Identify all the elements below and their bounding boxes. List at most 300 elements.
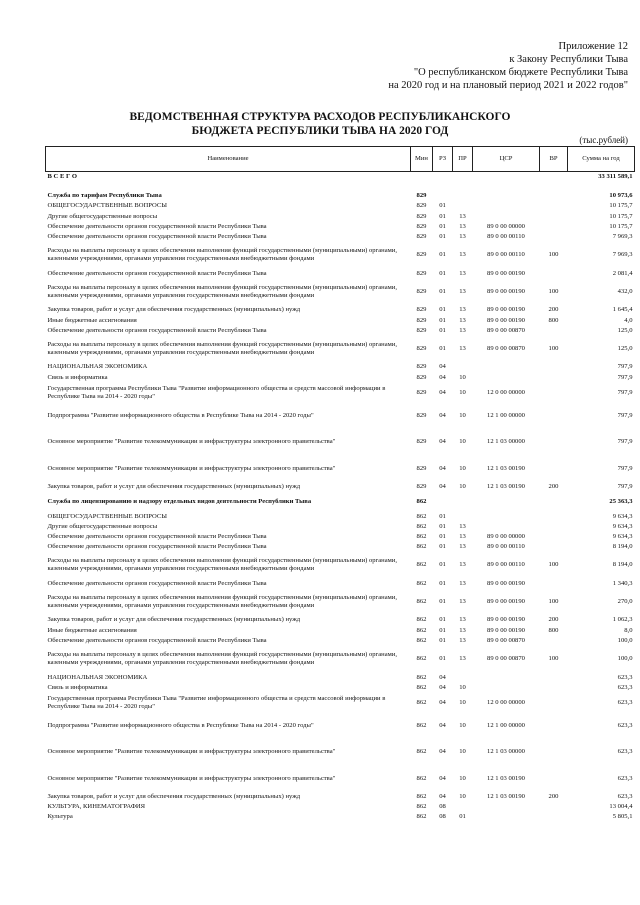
cell-csr: 89 0 00 00870	[487, 326, 525, 334]
cell-pr	[453, 672, 473, 682]
cell-min: 829	[416, 438, 427, 445]
title-line-2: БЮДЖЕТА РЕСПУБЛИКИ ТЫВА НА 2020 ГОД	[191, 125, 449, 137]
cell-vr	[540, 383, 568, 403]
cell-name: ОБЩЕГОСУДАРСТВЕННЫЕ ВОПРОСЫ	[47, 202, 167, 210]
cell-name: Служба по лицензированию и надзору отдельных видов деятельности Республики Тыва	[47, 497, 312, 505]
cell-sum: 4,0	[624, 316, 633, 324]
cell-rz	[433, 172, 453, 183]
cell-min	[411, 172, 433, 183]
cell-min: 862	[416, 626, 427, 634]
table-row	[46, 492, 635, 512]
cell-csr: 89 0 00 00870	[487, 636, 525, 644]
cell-pr: 13	[459, 306, 466, 314]
cell-pr: 10	[459, 388, 466, 396]
cell-vr	[540, 672, 568, 682]
cell-sum: 797,9	[617, 411, 633, 419]
table-row	[46, 589, 635, 616]
cell-vr	[540, 269, 568, 279]
cell-sum: 8 194,0	[612, 561, 633, 569]
cell-min: 862	[416, 683, 427, 691]
table-row	[46, 316, 635, 326]
cell-min: 829	[416, 316, 427, 324]
cell-vr: 200	[548, 792, 559, 800]
cell-rz: 08	[439, 803, 446, 811]
table-row	[46, 326, 635, 336]
cell-rz: 01	[439, 202, 446, 210]
cell-csr	[473, 522, 540, 532]
appendix-line: "О республиканском бюджете Республики Тыва	[413, 67, 628, 78]
cell-sum: 10 973,6	[609, 192, 633, 200]
cell-rz: 04	[439, 464, 446, 472]
cell-rz: 01	[439, 306, 446, 314]
cell-csr: 89 0 00 00190	[487, 288, 525, 296]
cell-rz: 01	[439, 251, 446, 259]
cell-csr: 89 0 00 00870	[487, 655, 525, 663]
cell-pr	[453, 802, 473, 812]
cell-rz: 04	[439, 792, 446, 800]
cell-sum: 100,0	[617, 655, 633, 663]
cell-pr: 10	[459, 464, 466, 472]
cell-vr: 100	[548, 288, 559, 296]
cell-sum: 125,0	[617, 345, 633, 353]
cell-name: Обеспечение деятельности органов государственной власти Республики Тыва	[47, 233, 267, 241]
cell-rz: 01	[439, 345, 446, 353]
cell-rz: 01	[439, 561, 446, 569]
cell-vr: 800	[548, 316, 559, 324]
cell-vr: 200	[548, 306, 559, 314]
cell-name: Служба по тарифам Республики Тыва	[47, 192, 162, 200]
cell-pr: 13	[459, 543, 466, 551]
cell-sum: 9 634,3	[612, 522, 633, 530]
cell-sum: 33 311 589,1	[598, 173, 633, 181]
cell-name: Обеспечение деятельности органов государственной власти Республики Тыва	[47, 326, 267, 334]
table-row	[46, 693, 635, 713]
cell-rz: 01	[439, 598, 446, 606]
cell-vr	[540, 693, 568, 713]
cell-csr: 89 0 00 00110	[487, 233, 525, 241]
cell-min: 829	[416, 388, 427, 396]
cell-pr: 13	[459, 251, 466, 259]
table-spacer-row	[46, 182, 635, 191]
cell-sum: 9 634,3	[612, 532, 633, 540]
table-row	[46, 765, 635, 792]
cell-rz: 04	[439, 438, 446, 445]
cell-rz: 01	[439, 288, 446, 296]
cell-sum: 13 004,4	[609, 803, 633, 811]
cell-rz: 01	[439, 579, 446, 587]
cell-sum: 797,9	[617, 464, 633, 472]
cell-pr: 13	[459, 626, 466, 634]
cell-name: Расходы на выплаты персоналу в целях обеспечения выполнения функций государственными (муниципальными) органами, казенными учреждениями, органами управления государственными внебюджетными фондами	[47, 557, 397, 573]
cell-name: Обеспечение деятельности органов государственной власти Республики Тыва	[47, 636, 267, 644]
cell-sum: 25 363,3	[609, 497, 633, 505]
cell-min: 829	[416, 288, 427, 296]
cell-sum: 623,3	[617, 748, 633, 756]
cell-sum: 623,3	[617, 792, 633, 800]
table-row	[46, 511, 635, 521]
cell-vr	[540, 212, 568, 222]
table-body	[46, 172, 635, 823]
cell-sum: 797,9	[617, 482, 633, 490]
cell-min: 829	[416, 464, 427, 472]
cell-vr: 100	[548, 345, 559, 353]
cell-sum: 7 969,3	[612, 251, 633, 259]
cell-pr: 10	[459, 373, 466, 381]
cell-name: Обеспечение деятельности органов государственной власти Республики Тыва	[47, 532, 267, 540]
cell-pr: 10	[459, 698, 466, 706]
cell-rz: 01	[439, 636, 446, 644]
cell-csr	[473, 672, 540, 682]
cell-sum: 1 645,4	[612, 306, 633, 314]
cell-sum: 797,9	[617, 373, 633, 381]
cell-name: Закупка товаров, работ и услуг для обеспечения государственных (муниципальных) нужд	[47, 482, 301, 490]
table-row	[46, 812, 635, 822]
cell-min: 862	[416, 813, 427, 821]
cell-name: Обеспечение деятельности органов государственной власти Республики Тыва	[47, 579, 267, 587]
cell-min: 862	[416, 792, 427, 800]
cell-name: Иные бюджетные ассигнования	[47, 316, 137, 324]
cell-name: Расходы на выплаты персоналу в целях обеспечения выполнения функций государственными (муниципальными) органами, казенными учреждениями, органами управления государственными внебюджетными фондами	[47, 341, 397, 357]
cell-csr: 12 1 03 00000	[487, 438, 525, 445]
cell-name: КУЛЬТУРА, КИНЕМАТОГРАФИЯ	[47, 803, 146, 811]
cell-sum: 797,9	[617, 363, 633, 371]
cell-csr	[473, 191, 540, 201]
table-row	[46, 672, 635, 682]
cell-pr: 13	[459, 345, 466, 353]
cell-rz: 04	[439, 482, 446, 490]
cell-vr: 200	[548, 482, 559, 490]
cell-pr: 10	[459, 482, 466, 490]
cell-vr	[540, 232, 568, 242]
cell-pr: 13	[459, 212, 466, 220]
cell-csr	[473, 172, 540, 183]
cell-rz: 01	[439, 512, 446, 520]
cell-vr	[540, 191, 568, 201]
cell-rz: 01	[439, 233, 446, 241]
header-csr: ЦСР	[473, 147, 540, 172]
cell-name: Основное мероприятие "Развитие телекоммуникации и инфраструктуры электронного правительства"	[47, 438, 336, 445]
cell-min: 862	[416, 748, 427, 756]
cell-pr: 10	[459, 683, 466, 691]
cell-min: 862	[416, 636, 427, 644]
cell-csr: 12 1 03 00190	[487, 792, 525, 800]
cell-csr: 89 0 00 00000	[487, 222, 525, 230]
cell-rz: 01	[439, 626, 446, 634]
table-row	[46, 429, 635, 456]
cell-csr: 12 1 00 00000	[487, 721, 525, 729]
cell-min: 829	[416, 192, 427, 200]
cell-min: 862	[416, 673, 427, 681]
cell-csr: 89 0 00 00870	[487, 345, 525, 353]
cell-pr: 10	[459, 721, 466, 729]
cell-name: Обеспечение деятельности органов государственной власти Республики Тыва	[47, 269, 267, 277]
cell-min: 862	[416, 616, 427, 624]
budget-table	[45, 146, 635, 822]
table-row	[46, 646, 635, 673]
cell-pr	[453, 201, 473, 211]
table-row	[46, 232, 635, 242]
cell-csr	[473, 212, 540, 222]
table-row	[46, 305, 635, 315]
cell-vr	[540, 492, 568, 512]
cell-pr: 13	[459, 636, 466, 644]
cell-min: 829	[416, 306, 427, 314]
cell-vr	[540, 373, 568, 383]
cell-min: 862	[416, 774, 427, 782]
cell-csr: 12 0 00 00000	[487, 388, 525, 396]
cell-rz: 01	[439, 326, 446, 334]
cell-csr: 89 0 00 00110	[487, 561, 525, 569]
cell-min: 829	[416, 212, 427, 220]
units-label: (тыс.рублей)	[579, 135, 628, 145]
cell-min: 829	[416, 233, 427, 241]
cell-pr: 13	[459, 579, 466, 587]
cell-sum: 623,3	[617, 683, 633, 691]
cell-min: 862	[416, 512, 427, 520]
cell-sum: 623,3	[617, 698, 633, 706]
cell-vr	[540, 683, 568, 693]
cell-sum: 10 175,7	[609, 212, 633, 220]
cell-pr: 13	[459, 222, 466, 230]
cell-csr: 89 0 00 00190	[487, 626, 525, 634]
cell-rz: 01	[439, 522, 446, 530]
cell-name: Обеспечение деятельности органов государственной власти Республики Тыва	[47, 543, 267, 551]
cell-rz: 01	[439, 532, 446, 540]
cell-csr	[473, 802, 540, 812]
table-row	[46, 191, 635, 201]
cell-name: Расходы на выплаты персоналу в целях обеспечения выполнения функций государственными (муниципальными) органами, казенными учреждениями, органами управления государственными внебюджетными фондами	[47, 594, 397, 610]
cell-csr: 89 0 00 00190	[487, 269, 525, 277]
cell-sum: 1 062,3	[612, 616, 633, 624]
table-row	[46, 792, 635, 802]
cell-sum: 623,3	[617, 673, 633, 681]
cell-name: Закупка товаров, работ и услуг для обеспечения государственных (муниципальных) нужд	[47, 792, 301, 800]
cell-sum: 8,0	[624, 626, 633, 634]
cell-pr: 10	[459, 792, 466, 800]
cell-name: Расходы на выплаты персоналу в целях обеспечения выполнения функций государственными (муниципальными) органами, казенными учреждениями, органами управления государственными внебюджетными фондами	[47, 247, 397, 263]
cell-sum: 8 194,0	[612, 543, 633, 551]
cell-name: Закупка товаров, работ и услуг для обеспечения государственных (муниципальных) нужд	[47, 616, 301, 624]
header-rz: РЗ	[433, 147, 453, 172]
table-row	[46, 552, 635, 579]
cell-name: Расходы на выплаты персоналу в целях обеспечения выполнения функций государственными (муниципальными) органами, казенными учреждениями, органами управления государственными внебюджетными фондами	[47, 284, 397, 300]
cell-rz: 01	[439, 655, 446, 663]
cell-min: 862	[416, 543, 427, 551]
cell-pr	[453, 191, 473, 201]
cell-sum: 5 805,1	[612, 813, 633, 821]
cell-rz: 01	[439, 543, 446, 551]
header-min: Мин	[411, 147, 433, 172]
cell-csr: 12 0 00 00000	[487, 698, 525, 706]
cell-vr	[540, 765, 568, 792]
cell-vr	[540, 542, 568, 552]
cell-rz: 04	[439, 774, 446, 782]
cell-min: 829	[416, 326, 427, 334]
cell-csr: 12 1 03 00190	[487, 464, 525, 472]
table-row	[46, 201, 635, 211]
cell-rz: 04	[439, 373, 446, 381]
table-header-row	[46, 147, 635, 172]
cell-min: 862	[416, 497, 427, 505]
cell-vr: 100	[548, 655, 559, 663]
cell-vr	[540, 455, 568, 482]
cell-vr	[540, 201, 568, 211]
table-row	[46, 482, 635, 492]
cell-min: 862	[416, 698, 427, 706]
table-row	[46, 402, 635, 429]
cell-rz: 04	[439, 411, 446, 419]
cell-vr	[540, 812, 568, 822]
cell-name: Государственная программа Республики Тыва "Развитие информационного общества и средств массовой информации в Республике Тыва на 2014 - 2020 годы"	[47, 694, 386, 710]
cell-rz: 04	[439, 363, 446, 371]
cell-vr: 100	[548, 598, 559, 606]
cell-rz: 04	[439, 698, 446, 706]
cell-name: Иные бюджетные ассигнования	[47, 626, 137, 634]
cell-csr: 89 0 00 00190	[487, 616, 525, 624]
cell-pr: 13	[459, 616, 466, 624]
cell-csr: 12 1 03 00190	[487, 774, 525, 782]
cell-name: НАЦИОНАЛЬНАЯ ЭКОНОМИКА	[47, 363, 148, 371]
table-row	[46, 222, 635, 232]
cell-csr	[473, 511, 540, 521]
cell-vr	[540, 636, 568, 646]
cell-csr: 12 1 03 00190	[487, 482, 525, 490]
cell-rz: 01	[439, 222, 446, 230]
spacer-cell	[46, 182, 635, 191]
cell-csr: 89 0 00 00190	[487, 598, 525, 606]
cell-vr	[540, 511, 568, 521]
cell-rz	[433, 191, 453, 201]
cell-vr	[540, 579, 568, 589]
cell-min: 829	[416, 202, 427, 210]
cell-min: 829	[416, 345, 427, 353]
cell-min: 829	[416, 373, 427, 381]
cell-sum: 270,0	[617, 598, 633, 606]
appendix-line: к Закону Республики Тыва	[509, 54, 628, 65]
cell-name: НАЦИОНАЛЬНАЯ ЭКОНОМИКА	[47, 673, 148, 681]
cell-name: Основное мероприятие "Развитие телекоммуникации и инфраструктуры электронного правительства"	[47, 464, 336, 472]
cell-pr: 13	[459, 316, 466, 324]
cell-name: Подпрограмма "Развитие информационного общества в Республике Тыва на 2014 - 2020 годы"	[47, 411, 314, 419]
header-vr: ВР	[540, 147, 568, 172]
cell-min: 829	[416, 222, 427, 230]
cell-rz: 01	[439, 269, 446, 277]
cell-name: Другие общегосударственные вопросы	[47, 212, 158, 220]
cell-name: В С Е Г О	[47, 173, 77, 181]
cell-rz: 01	[439, 616, 446, 624]
table-row	[46, 626, 635, 636]
table-row	[46, 172, 635, 183]
appendix-line: на 2020 год и на плановый период 2021 и 2022 годов"	[388, 80, 628, 91]
cell-vr	[540, 326, 568, 336]
cell-sum: 100,0	[617, 636, 633, 644]
cell-min: 862	[416, 579, 427, 587]
cell-vr	[540, 712, 568, 739]
table-row	[46, 455, 635, 482]
cell-pr	[453, 172, 473, 183]
cell-csr	[473, 492, 540, 512]
cell-vr: 100	[548, 251, 559, 259]
cell-csr: 89 0 00 00000	[487, 532, 525, 540]
cell-vr	[540, 532, 568, 542]
cell-sum: 10 175,7	[609, 222, 633, 230]
table-row	[46, 242, 635, 269]
cell-pr	[453, 511, 473, 521]
table-row	[46, 739, 635, 766]
cell-csr	[473, 683, 540, 693]
cell-vr	[540, 522, 568, 532]
cell-name: Другие общегосударственные вопросы	[47, 522, 158, 530]
cell-pr: 13	[459, 269, 466, 277]
cell-name: Обеспечение деятельности органов государственной власти Республики Тыва	[47, 222, 267, 230]
cell-rz: 01	[439, 316, 446, 324]
cell-name: Государственная программа Республики Тыва "Развитие информационного общества и средств массовой информации в Республике Тыва на 2014 - 2020 годы"	[47, 384, 386, 400]
cell-sum: 432,0	[617, 288, 633, 296]
cell-sum: 125,0	[617, 326, 633, 334]
cell-min: 862	[416, 561, 427, 569]
cell-pr: 13	[459, 655, 466, 663]
cell-min: 862	[416, 803, 427, 811]
cell-name: Основное мероприятие "Развитие телекоммуникации и инфраструктуры электронного правительства"	[47, 748, 336, 756]
cell-vr	[540, 172, 568, 183]
cell-sum: 623,3	[617, 721, 633, 729]
cell-min: 862	[416, 655, 427, 663]
cell-rz: 04	[439, 388, 446, 396]
table-row	[46, 362, 635, 372]
cell-name: Подпрограмма "Развитие информационного общества в Республике Тыва на 2014 - 2020 годы"	[47, 721, 314, 729]
cell-min: 829	[416, 411, 427, 419]
cell-pr: 13	[459, 522, 466, 530]
cell-vr: 800	[548, 626, 559, 634]
cell-min: 862	[416, 522, 427, 530]
cell-pr: 10	[459, 438, 466, 445]
cell-min: 829	[416, 363, 427, 371]
cell-min: 829	[416, 482, 427, 490]
cell-name: Расходы на выплаты персоналу в целях обеспечения выполнения функций государственными (муниципальными) органами, казенными учреждениями, органами управления государственными внебюджетными фондами	[47, 651, 397, 667]
cell-name: Культура	[47, 813, 73, 821]
cell-vr	[540, 429, 568, 456]
cell-csr: 12 1 00 00000	[487, 411, 525, 419]
cell-vr: 200	[548, 616, 559, 624]
cell-csr: 89 0 00 00110	[487, 251, 525, 259]
table-row	[46, 542, 635, 552]
cell-sum: 10 175,7	[609, 202, 633, 210]
cell-rz: 04	[439, 721, 446, 729]
cell-min: 862	[416, 721, 427, 729]
cell-pr: 10	[459, 748, 466, 756]
cell-sum: 797,9	[617, 438, 633, 445]
cell-name: Связь и информатика	[47, 683, 108, 691]
document-title	[0, 110, 640, 138]
cell-min: 862	[416, 532, 427, 540]
cell-pr: 13	[459, 288, 466, 296]
cell-sum: 797,9	[617, 388, 633, 396]
table-row	[46, 802, 635, 812]
cell-csr: 89 0 00 00190	[487, 306, 525, 314]
cell-csr: 12 1 03 00000	[487, 748, 525, 756]
cell-rz	[433, 492, 453, 512]
cell-rz: 04	[439, 673, 446, 681]
cell-sum: 623,3	[617, 774, 633, 782]
header-sum: Сумма на год	[568, 147, 635, 172]
table-row	[46, 383, 635, 403]
cell-sum: 7 969,3	[612, 233, 633, 241]
table-row	[46, 373, 635, 383]
appendix-line: Приложение 12	[558, 41, 628, 52]
cell-pr: 13	[459, 598, 466, 606]
cell-pr	[453, 492, 473, 512]
cell-rz: 04	[439, 683, 446, 691]
